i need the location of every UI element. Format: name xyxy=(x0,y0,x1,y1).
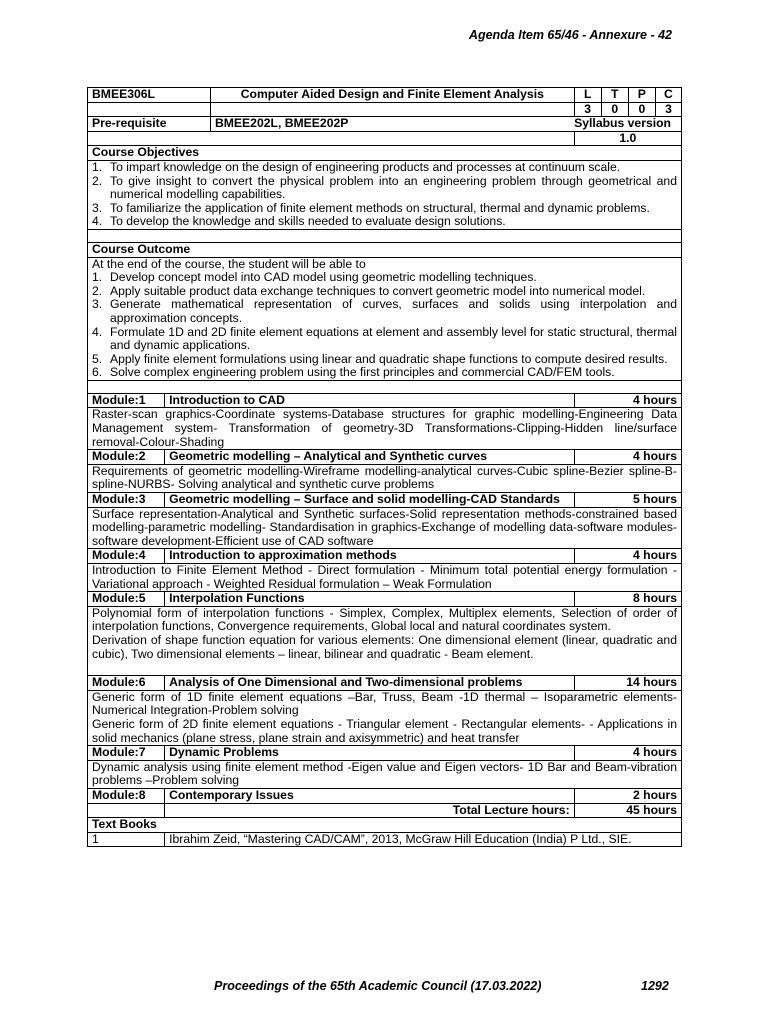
prerequisite-value: BMEE202L, BMEE202P xyxy=(210,117,574,132)
module-label: Module:8 xyxy=(88,788,165,803)
footer-proceedings: Proceedings of the 65th Academic Council (17.03.2022) xyxy=(214,979,542,993)
list-item: 2. To give insight to convert the physical problem into an engineering problem through geometrical and numerical modelling capabilities. xyxy=(92,173,677,202)
module-title: Dynamic Problems xyxy=(165,746,575,761)
ltpc-header-t: T xyxy=(601,88,628,103)
outcome-intro: At the end of the course, the student will be able to xyxy=(92,256,366,271)
module-content xyxy=(88,606,682,675)
outcome-list xyxy=(88,257,682,380)
module-hours: 5 hours xyxy=(574,493,681,508)
list-item: 1. Develop concept model into CAD model using geometric modelling techniques. xyxy=(92,270,537,285)
module-title: Geometric modelling – Analytical and Synthetic curves xyxy=(165,450,575,465)
list-item: 6. Solve complex engineering problem using the first principles and commercial CAD/FEM tools. xyxy=(92,365,615,380)
module-title: Introduction to CAD xyxy=(165,393,575,408)
spacer-row xyxy=(88,229,682,242)
module-content: Dynamic analysis using finite element method -Eigen value and Eigen vectors- 1D Bar and Beam-vibration problems –Problem solving xyxy=(88,760,682,788)
agenda-header: Agenda Item 65/46 - Annexure - 42 xyxy=(468,28,672,42)
ltpc-header-c: C xyxy=(655,88,681,103)
ltpc-value-t: 0 xyxy=(601,102,628,117)
module-content: Introduction to Finite Element Method - Direct formulation - Minimum total potential energy formulation - Variational approach - Weighted Residual formulation – Weak Formulation xyxy=(88,564,682,592)
module-paragraph: Polynomial form of interpolation functions - Simplex, Complex, Multiplex elements, Selection of order of interpolation functions, Convergence requirements, Global local and natural coordinates system. xyxy=(92,605,677,634)
ltpc-value-c: 3 xyxy=(655,102,681,117)
list-item: 3. Generate mathematical representation of curves, surfaces and solids using interpolation and approximation concepts. xyxy=(92,297,677,325)
module-paragraph: Derivation of shape function equation for various elements: One dimensional element (linear, quadratic and cubic), Two dimensional elements – linear, bilinear and quadratic - Beam element. xyxy=(92,632,677,661)
syllabus-version-label: Syllabus version xyxy=(574,117,681,132)
list-item: 4. Formulate 1D and 2D finite element equations at element and assembly level for static structural, thermal and dynamic applications. xyxy=(92,324,677,353)
course-code: BMEE306L xyxy=(88,88,211,103)
empty-cell xyxy=(88,102,211,117)
module-label: Module:5 xyxy=(88,592,165,607)
empty-cell xyxy=(88,803,165,818)
module-hours: 14 hours xyxy=(574,676,681,691)
list-item: 3. To familiarize the application of finite element methods on structural, thermal and dynamic problems. xyxy=(92,200,650,215)
module-hours: 4 hours xyxy=(574,549,681,564)
module-label: Module:2 xyxy=(88,450,165,465)
ltpc-value-p: 0 xyxy=(628,102,655,117)
syllabus-version-value: 1.0 xyxy=(574,131,681,146)
module-hours: 4 hours xyxy=(574,450,681,465)
module-label: Module:1 xyxy=(88,393,165,408)
total-hours-label: Total Lecture hours: xyxy=(165,803,575,818)
module-label: Module:4 xyxy=(88,549,165,564)
module-hours: 8 hours xyxy=(574,592,681,607)
module-content xyxy=(88,690,682,745)
textbooks-heading: Text Books xyxy=(88,818,682,833)
module-hours: 4 hours xyxy=(574,393,681,408)
prerequisite-label: Pre-requisite xyxy=(88,117,211,132)
module-content: Requirements of geometric modelling-Wireframe modelling-analytical curves-Cubic spline-Bezier spline-B-spline-NURBS- Solving analytical and synthetic curve problems xyxy=(88,464,682,492)
ltpc-header-p: P xyxy=(628,88,655,103)
list-item: 1. To impart knowledge on the design of engineering products and processes at continuum scale. xyxy=(92,159,621,174)
spacer-row xyxy=(88,380,682,393)
module-title: Geometric modelling – Surface and solid modelling-CAD Standards xyxy=(165,493,575,508)
module-label: Module:6 xyxy=(88,676,165,691)
textbook-number: 1 xyxy=(88,832,165,847)
objectives-heading: Course Objectives xyxy=(88,146,682,161)
course-title: Computer Aided Design and Finite Element Analysis xyxy=(210,88,574,103)
module-hours: 2 hours xyxy=(574,788,681,803)
outcome-heading: Course Outcome xyxy=(88,242,682,257)
page-number: 1292 xyxy=(641,979,669,993)
module-title: Interpolation Functions xyxy=(165,592,575,607)
list-item: 5. Apply finite element formulations using linear and quadratic shape functions to compute desired results. xyxy=(92,351,668,366)
textbook-entry: Ibrahim Zeid, “Mastering CAD/CAM”, 2013, McGraw Hill Education (India) P Ltd., SIE. xyxy=(165,832,682,847)
syllabus-table xyxy=(87,87,682,847)
module-paragraph: Generic form of 1D finite element equations –Bar, Truss, Beam -1D thermal – Isoparametric elements-Numerical Integration-Problem solving xyxy=(92,689,677,718)
ltpc-value-l: 3 xyxy=(574,102,601,117)
module-title: Contemporary Issues xyxy=(165,788,575,803)
list-item: 4. To develop the knowledge and skills needed to evaluate design solutions. xyxy=(92,214,506,229)
module-hours: 4 hours xyxy=(574,746,681,761)
list-item: 2. Apply suitable product data exchange techniques to convert geometric model into numerical model. xyxy=(92,283,646,298)
total-hours-value: 45 hours xyxy=(574,803,681,818)
empty-cell xyxy=(88,131,575,146)
ltpc-header-l: L xyxy=(574,88,601,103)
objectives-list xyxy=(88,160,682,229)
empty-cell xyxy=(210,102,574,117)
module-content: Surface representation-Analytical and Synthetic surfaces-Solid representation methods-constrained based modelling-parametric modelling- Standardisation in graphics-Exchange of modelling data-software modules-software development-Efficient use of CAD software xyxy=(88,507,682,549)
module-label: Module:7 xyxy=(88,746,165,761)
module-title: Introduction to approximation methods xyxy=(165,549,575,564)
module-label: Module:3 xyxy=(88,493,165,508)
module-paragraph: Generic form of 2D finite element equations - Triangular element - Rectangular elements- - Applications in solid mechanics (plane stress, plane strain and axisymmetric) and heat transfer xyxy=(92,716,677,745)
module-title: Analysis of One Dimensional and Two-dimensional problems xyxy=(165,676,575,691)
module-content: Raster-scan graphics-Coordinate systems-Database structures for graphic modelling-Engineering Data Management system- Transformation of geometry-3D Transformations-Clipping-Hidden line/surface removal-Colour-Shading xyxy=(88,408,682,450)
